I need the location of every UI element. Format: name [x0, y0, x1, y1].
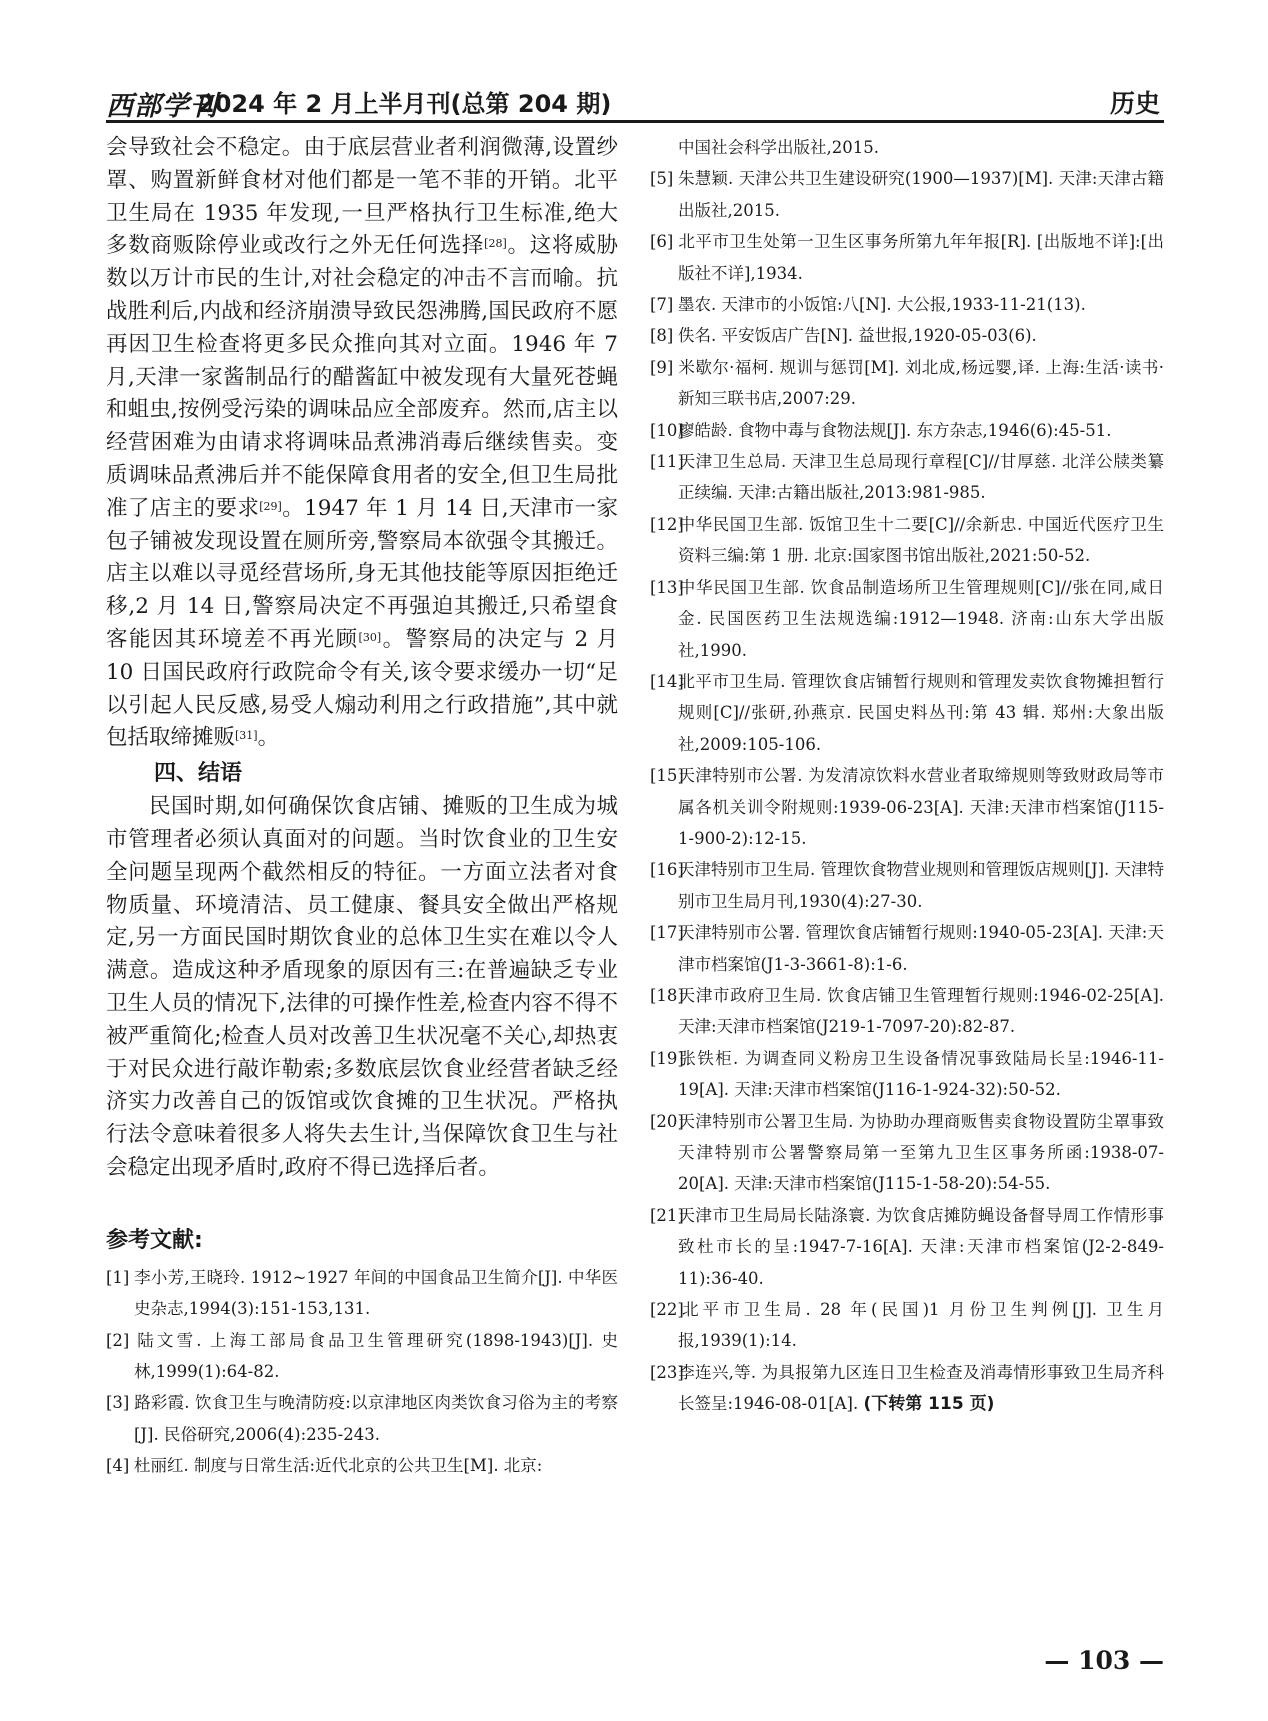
reference-text: 李连兴,等. 为具报第九区连日卫生检查及消毒情形事致卫生局齐科长签呈:1946-08-01[A]. [678, 1362, 1164, 1414]
references-right [650, 163, 1164, 1420]
reference-item [650, 1357, 1164, 1421]
reference-text: 张铁柜. 为调查同义粉房卫生设备情况事致陆局长呈:1946-11-19[A]. 天津:天津市档案馆(J116-1-924-32):50-52. [678, 1048, 1164, 1100]
reference-text: 北平市卫生处第一卫生区事务所第九年年报[R]. [出版地不详]:[出版社不详],1934. [678, 232, 1164, 283]
reference-number: [22] [650, 1300, 684, 1320]
reference-number: [2] [106, 1330, 130, 1350]
reference-item [650, 760, 1164, 854]
journal-logo: 西部学刊 [106, 91, 218, 122]
reference-item [106, 1262, 618, 1325]
reference-text: 北平市卫生局. 28 年(民国)1 月份卫生判例[J]. 卫生月报,1939(1):14. [678, 1300, 1164, 1351]
reference-number: [20] [650, 1111, 684, 1131]
reference-number: [4] [106, 1456, 130, 1476]
reference-text: 天津卫生总局. 天津卫生总局现行章程[C]//甘厚慈. 北洋公牍类纂正续编. 天津:古籍出版社,2013:981-985. [678, 452, 1164, 503]
text-run: 。1947 年 1 月 14 日,天津市一家包子铺被发现设置在厕所旁,警察局本欲强令其搬迁。店主以难以寻觅经营场所,身无其他技能等原因拒绝迁移,2 月 14 日,警察局决定不再强迫其搬迁,只希望食客能因其环境差不再光顾 [106, 495, 618, 652]
reference-number: [6] [650, 232, 674, 252]
reference-item [650, 1106, 1164, 1200]
reference-item [650, 917, 1164, 980]
reference-item [650, 1294, 1164, 1357]
reference-continuation: 中国社会科学出版社,2015. [678, 138, 879, 157]
citation-28: [28] [484, 237, 507, 251]
page-number: — 103 — [1044, 1646, 1164, 1675]
section-label: 历史 [1109, 89, 1160, 118]
reference-text: 米歇尔·福柯. 规训与惩罚[M]. 刘北成,杨远婴,译. 上海:生活·读书·新知三联书店,2007:29. [678, 357, 1164, 409]
reference-number: [7] [650, 295, 674, 315]
issue-info: 2024 年 2 月上半月刊(总第 204 期) [198, 90, 612, 118]
reference-item [650, 1200, 1164, 1294]
reference-number: [5] [650, 169, 674, 189]
citation-29: [29] [259, 499, 282, 513]
body-paragraph-2: 民国时期,如何确保饮食店铺、摊贩的卫生成为城市管理者必须认真面对的问题。当时饮食业的卫生安全问题呈现两个截然相反的特征。一方面立法者对食物质量、环境清洁、员工健康、餐具安全做出严格规定,另一方面民国时期饮食业的总体卫生实在难以令人满意。造成这种矛盾现象的原因有三:在普遍缺乏专业卫生人员的情况下,法律的可操作性差,检查内容不得不被严重简化;检查人员对改善卫生状况毫不关心,却热衷于对民众进行敲诈勒索;多数底层饮食业经营者缺乏经济实力改善自己的饭馆或饮食摊的卫生状况。严格执行法令意味着很多人将失去生计,当保障饮食卫生与社会稳定出现矛盾时,政府不得已选择后者。 [106, 794, 618, 1180]
reference-item [650, 854, 1164, 917]
reference-item [650, 666, 1164, 760]
reference-number: [8] [650, 326, 674, 346]
reference-number: [13] [650, 577, 684, 597]
reference-item [650, 446, 1164, 509]
reference-item [650, 1043, 1164, 1106]
reference-number: [3] [106, 1393, 130, 1413]
reference-text: 北平市卫生局. 管理饮食店铺暂行规则和管理发卖饮食物摊担暂行规则[C]//张研,孙燕京. 民国史料丛刊:第 43 辑. 郑州:大象出版社,2009:105-106. [678, 671, 1164, 754]
reference-number: [15] [650, 766, 684, 786]
reference-text: 天津特别市公署. 为发清凉饮料水营业者取缔规则等致财政局等市属各机关训令附规则:1939-06-23[A]. 天津:天津市档案馆(J115-1-900-2):12-15. [678, 766, 1164, 848]
text-run: 会导致社会不稳定。由于底层营业者利润微薄,设置纱罩、购置新鲜食材对他们都是一笔不菲的开销。北平卫生局在 1935 年发现,一旦严格执行卫生标准,绝大多数商贩除停业或改行之外无任何选择 [106, 135, 618, 259]
reference-text: 李小芳,王晓玲. 1912~1927 年间的中国食品卫生简介[J]. 中华医史杂志,1994(3):151-153,131. [134, 1267, 618, 1319]
reference-item [650, 320, 1164, 351]
reference-text: 陆文雪. 上海工部局食品卫生管理研究(1898-1943)[J]. 史林,1999(1):64-82. [134, 1330, 618, 1381]
reference-item [650, 226, 1164, 289]
reference-number: [16] [650, 860, 684, 880]
reference-text: 杜丽红. 制度与日常生活:近代北京的公共卫生[M]. 北京: [134, 1456, 543, 1476]
reference-number: [18] [650, 985, 684, 1005]
reference-number: [12] [650, 514, 684, 534]
right-column [650, 132, 1164, 1421]
body-paragraph-1 [106, 132, 618, 755]
reference-number: [9] [650, 357, 674, 377]
reference-number: [11] [650, 452, 684, 472]
reference-item [650, 163, 1164, 226]
reference-item [650, 572, 1164, 666]
reference-number: [23] [650, 1362, 684, 1382]
reference-text: 天津市卫生局局长陆涤寰. 为饮食店摊防蝇设备督导周工作情形事致杜市长的呈:1947-7-16[A]. 天津:天津市档案馆(J2-2-849-11):36-40. [678, 1205, 1164, 1288]
continued-note: (下转第 115 页) [863, 1394, 995, 1415]
references-left [106, 1262, 618, 1482]
reference-text: 中华民国卫生部. 饮食品制造场所卫生管理规则[C]//张在同,咸日金. 民国医药卫生法规选编:1912—1948. 济南:山东大学出版社,1990. [678, 577, 1164, 660]
text-run: 。这将威胁数以万计市民的生计,对社会稳定的冲击不言而喻。抗战胜利后,内战和经济崩溃导致民怨沸腾,国民政府不愿再因卫生检查将更多民众推向其对立面。1946 年 7 月,天津一家酱制品行的醋酱缸中被发现有大量死苍蝇和蛆虫,按例受污染的调味品应全部废弃。然而,店主以经营困难为由请求将调味品煮沸消毒后继续售卖。变质调味品煮沸后并不能保障食用者的安全,但卫生局批准了店主的要求 [106, 233, 618, 521]
reference-item [106, 1450, 618, 1481]
citation-31: [31] [235, 729, 258, 743]
section-heading: 四、结语 [154, 761, 243, 787]
reference-text: 中华民国卫生部. 饭馆卫生十二要[C]//余新忠. 中国近代医疗卫生资料三编:第 1 册. 北京:国家图书馆出版社,2021:50-52. [678, 514, 1164, 566]
reference-item [650, 352, 1164, 415]
reference-text: 朱慧颖. 天津公共卫生建设研究(1900—1937)[M]. 天津:天津古籍出版社,2015. [678, 169, 1164, 220]
reference-number: [1] [106, 1267, 130, 1287]
reference-item [650, 415, 1164, 446]
header-rule [106, 120, 1164, 123]
reference-text: 天津市政府卫生局. 饮食店铺卫生管理暂行规则:1946-02-25[A]. 天津:天津市档案馆(J219-1-7097-20):82-87. [678, 985, 1164, 1037]
references-title: 参考文献: [106, 1227, 203, 1253]
reference-number: [14] [650, 671, 684, 691]
reference-item [650, 509, 1164, 572]
page-header [106, 78, 1164, 124]
reference-item [106, 1387, 618, 1450]
reference-number: [21] [650, 1205, 684, 1225]
left-column [106, 132, 618, 1482]
reference-number: [10] [650, 420, 684, 440]
reference-item [106, 1325, 618, 1388]
reference-text: 天津特别市卫生局. 管理饮食物营业规则和管理饭店规则[J]. 天津特别市卫生局月刊,1930(4):27-30. [678, 860, 1164, 911]
citation-30: [30] [358, 630, 382, 644]
reference-number: [17] [650, 923, 684, 943]
reference-text: 墨农. 天津市的小饭馆:八[N]. 大公报,1933-11-21(13). [678, 295, 1086, 315]
reference-item [650, 980, 1164, 1043]
text-run: 。警察局的决定与 2 月 10 日国民政府行政院命令有关,该令要求缓办一切“足以引起人民反感,易受人煽动利用之行政措施”,其中就包括取缔摊贩 [106, 626, 618, 751]
reference-number: [19] [650, 1048, 684, 1068]
reference-text: 天津特别市公署. 管理饮食店铺暂行规则:1940-05-23[A]. 天津:天津市档案馆(J1-3-3661-8):1-6. [678, 923, 1164, 974]
text-run: 。 [257, 725, 280, 751]
reference-text: 佚名. 平安饭店广告[N]. 益世报,1920-05-03(6). [678, 326, 1037, 346]
reference-text: 天津特别市公署卫生局. 为协助办理商贩售卖食物设置防尘罩事致天津特别市公署警察局第一至第九卫生区事务所函:1938-07-20[A]. 天津:天津市档案馆(J115-1-58-20):54-55. [678, 1111, 1164, 1194]
reference-item [650, 289, 1164, 320]
reference-text: 廖皓龄. 食物中毒与食物法规[J]. 东方杂志,1946(6):45-51. [678, 420, 1112, 440]
reference-text: 路彩霞. 饮食卫生与晚清防疫:以京津地区肉类饮食习俗为主的考察[J]. 民俗研究,2006(4):235-243. [134, 1393, 618, 1444]
